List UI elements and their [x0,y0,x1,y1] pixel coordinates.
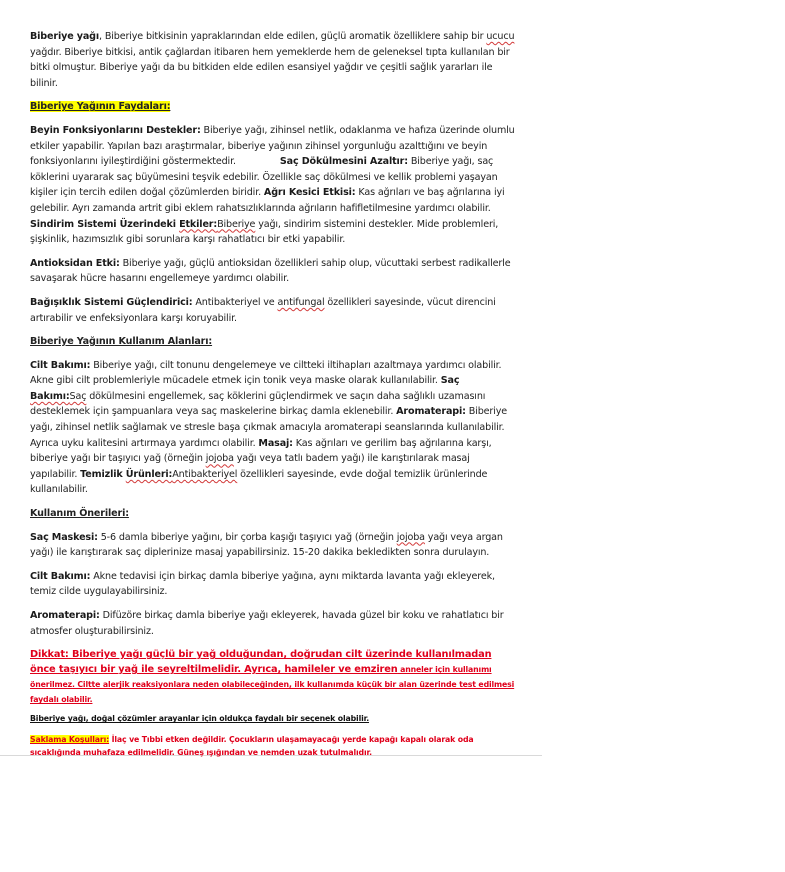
how-to-use-heading: Kullanım Önerileri: [30,508,129,520]
skin-care-text: Biberiye yağı, cilt tonunu dengelemeye ve ciltteki iltihapları azaltmaya yardımcı olabilir. Akne gibi cilt problemleriyle mücadele etmek için tonik veya maske olarak kullanılabilir. [30,359,502,387]
aroma-tip-paragraph [30,608,518,639]
immune-paragraph [30,295,518,326]
benefits-heading: Biberiye Yağının Faydaları: [30,101,171,113]
massage-text-b: yağı veya tatlı badem yağı) ile karıştırılarak masaj yapılabilir. [30,453,470,480]
hair-mask-text-b: yağı veya argan yağı) ile karıştırarak saç diplerinize masaj yapabilirsiniz. 15-20 dakika bekledikten sonra durulayın. [30,531,503,559]
document-body [30,29,518,759]
hair-mask-label: Saç Maskesi: [30,531,98,543]
pain-text: Kas ağrıları ve baş ağrılarına iyi gelebilir. Ayrı zamanda artrit gibi eklem rahatsızlıklarında ağrıların hafifletilmesine yardımcı olabilir. [30,187,505,214]
massage-text-a: Kas ağrıları ve gerilim baş ağrılarına karşı, biberiye yağı bir taşıyıcı yağ (örneğin [30,437,492,465]
intro-paragraph [30,29,518,91]
massage-label: Masaj: [258,437,293,449]
immune-text-b: özellikleri sayesinde, vücut direncini artırabilir ve enfeksiyonlara karşı koruyabilir. [30,296,496,324]
usage-heading-line [30,334,518,350]
skin-tip-label: Cilt Bakımı: [30,570,91,582]
intro-term: Biberiye yağı [30,31,100,42]
antioxidant-label: Antioksidan Etki: [30,257,120,269]
usage-areas-heading: Biberiye Yağının Kullanım Alanları: [30,336,213,348]
hair-mask-paragraph [30,530,518,561]
hair-mask-text-a: 5-6 damla biberiye yağını, bir çorba kaşığı taşıyıcı yağ (örneğin [97,531,397,543]
cleaning-text: özellikleri sayesinde, evde doğal temizlik ürünlerinde kullanılabilir. [30,468,488,496]
intro-text-a: , Biberiye bitkisinin yapraklarından elde edilen, güçlü aromatik özelliklere sahip bir [99,31,487,42]
benefits-heading-line [30,99,518,115]
skin-tip-paragraph [30,569,518,600]
antioxidant-paragraph [30,256,518,287]
immune-text-a: Antibakteriyel ve [192,296,278,308]
how-to-heading-line [30,506,518,522]
pain-label: Ağrı Kesici Etkisi: [263,187,356,199]
hair-care-text: dökülmesini engellemek, saç köklerini güçlendirmek ve saçın daha sağlıklı uzamasını desteklemek için şampuanlara veya saç maskelerine birkaç damla eklenebilir. [30,390,486,418]
hair-care-label: Saç Bakımı: [30,375,460,402]
hair-loss-text: Biberiye yağı, saç köklerini uyararak saç büyümesini teşvik edebilir. Özellikle saç dökülmesi ve kellik problemi yaşayan kişiler için tercih edilen doğal çözümlerden biridir. [30,156,498,199]
spelling-flag-sac[interactable]: Saç [69,390,87,402]
brain-text: Biberiye yağı, zihinsel netlik, odaklanma ve hafıza üzerinde olumlu etkiler yapabilir. Yapılan bazı araştırmalar, biberiye yağının zihinsel yorgunluğu azalttığını ve beyin fonksiyonlarını iyileştirdiğini göstermektedir. [30,124,515,168]
digest-text: yağı, sindirim sistemini destekler. Mide problemleri, şişkinlik, hazımsızlık gibi sorunlara karşı rahatlatıcı bir etki yapabilir. [30,218,499,246]
digest-label: Sindirim Sistemi Üzerindeki Etkiler: [30,218,218,230]
immune-label: Bağışıklık Sistemi Güçlendirici: [30,296,193,308]
hair-loss-label: Saç Dökülmesini Azaltır: [279,156,408,168]
benefits-paragraph [30,123,518,248]
spelling-flag-ucucu[interactable]: ucucu [486,31,515,42]
storage-label: Saklama Koşulları: [30,735,110,745]
warning-text-small: anneler için kullanımı önerilmez. Ciltte alerjik reaksiyonlara neden olabileceğinden, ilk kullanımda küçük bir alan üzerinde test edilmesi faydalı olabilir. [30,665,515,705]
warning-text-main: Dikkat: Biberiye yağı güçlü bir yağ olduğundan, doğrudan cilt üzerinde kullanılmadan önce taşıyıcı bir yağ ile seyreltilmelidir. Ayrıca, hamileler ve emziren [30,649,492,676]
summary-note: Biberiye yağı, doğal çözümler arayanlar için oldukça faydalı bir seçenek olabilir. [30,714,370,724]
intro-text-b: yağdır. Biberiye bitkisi, antik çağlardan itibaren hem yemeklerde hem de geleneksel tıpta kullanılan bir bitki olmuştur. Biberiye yağı da bu bitkiden elde edilen esansiyel yağdır ve çeşitli sağlık yararları ile bilinir. [30,46,510,89]
aromatherapy-label: Aromaterapi: [396,406,466,418]
storage-text: İlaç ve Tıbbi etken değildir. Çocukların ulaşamayacağı yerde kapağı kapalı olarak oda sıcaklığında muhafaza edilmelidir. Güneş ışığından ve nemden uzak tutulmalıdır. [30,735,474,758]
aroma-tip-label: Aromaterapi: [30,610,100,621]
storage-paragraph [30,733,518,759]
usage-paragraph [30,358,518,498]
warning-paragraph [30,647,518,707]
spelling-flag-jojoba-2[interactable]: jojoba [396,531,425,543]
spelling-flag-antibakteriyel[interactable]: Antibakteriyel [172,468,238,480]
skin-care-label: Cilt Bakımı: [30,359,91,371]
aroma-tip-text: Difüzöre birkaç damla biberiye yağı ekleyerek, havada güzel bir koku ve rahatlatıcı bir atmosfer oluşturabilirsiniz. [30,610,504,637]
antioxidant-text: Biberiye yağı, güçlü antioksidan özellikleri sahip olup, vücuttaki serbest radikallerle savaşarak hücre hasarını engellemeye yardımcı olabilir. [30,257,511,285]
spelling-flag-biberiye[interactable]: Biberiye [217,218,256,230]
brain-label: Beyin Fonksiyonlarını Destekler: [30,124,201,136]
spelling-flag-antifungal[interactable]: antifungal [277,296,325,308]
spelling-flag-jojoba[interactable]: jojoba [205,453,234,465]
skin-tip-text: Akne tedavisi için birkaç damla biberiye yağına, aynı miktarda lavanta yağı ekleyerek, temiz cilde uygulayabilirsiniz. [30,570,495,598]
aromatherapy-text: Biberiye yağı, zihinsel netlik sağlamak ve stresle başa çıkmak amacıyla aromaterapi seanslarında kullanılabilir. Ayrıca uyku kalitesini artırmaya yardımcı olabilir. [30,406,507,449]
cleaning-label: Temizlik Ürünleri: [80,468,173,480]
